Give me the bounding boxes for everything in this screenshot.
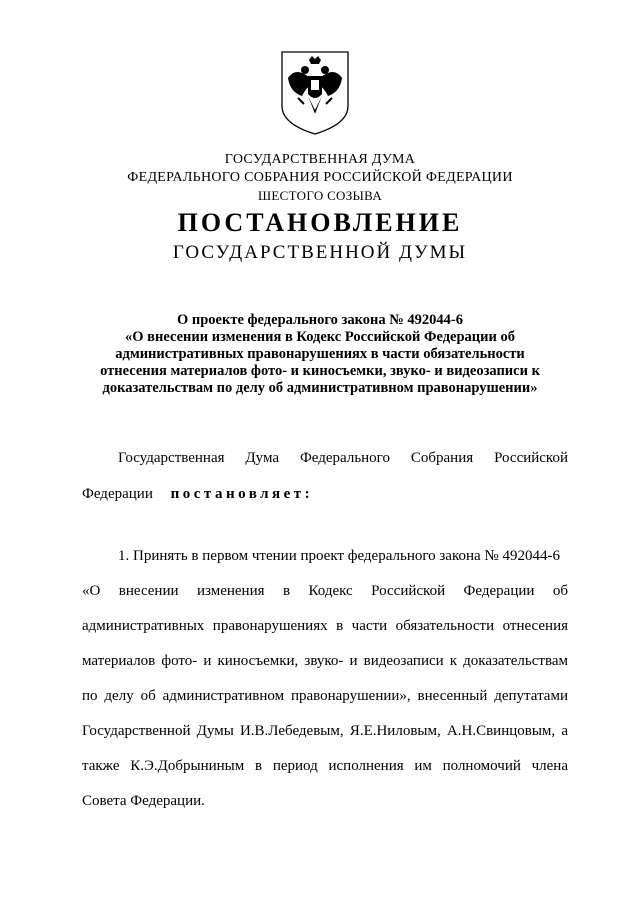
subject-line: отнесения материалов фото- и киносъемки, звуко- и видеозаписи к — [100, 363, 540, 379]
subject-line: О проекте федерального закона № 492044-6 — [176, 312, 464, 328]
header-line-1: ГОСУДАРСТВЕННАЯ ДУМА — [224, 152, 416, 167]
item1-line: «О внесении изменения в Кодекс Российской Федерации об — [82, 583, 568, 599]
item1-line: по делу об административном правонарушении», внесенный депутатами — [82, 688, 568, 704]
item1-line: материалов фото- и киносъемки, звуко- и видеозаписи к доказательствам — [82, 653, 568, 669]
document-title: ПОСТАНОВЛЕНИЕ — [177, 208, 463, 237]
preamble-line-1: Государственная Дума Федерального Собрания Российской — [118, 450, 568, 466]
preamble-subject: Федерации — [82, 486, 153, 502]
header-line-3: ШЕСТОГО СОЗЫВА — [257, 188, 383, 203]
subject-line: доказательствам по делу об административном правонарушении» — [102, 380, 538, 396]
preamble-verb: постановляет: — [170, 486, 314, 502]
subject-line: административных правонарушениях в части обязательности — [115, 346, 525, 362]
item1-line: Совета Федерации. — [82, 793, 205, 809]
item1-line: административных правонарушениях в части обязательности отнесения — [82, 618, 568, 634]
item1-line: также К.Э.Добрыниным в период исполнения им полномочий члена — [82, 758, 568, 774]
header-line-2: ФЕДЕРАЛЬНОГО СОБРАНИЯ РОССИЙСКОЙ ФЕДЕРАЦИИ — [127, 170, 513, 185]
preamble-line-2 — [82, 486, 568, 503]
subject-block — [90, 312, 550, 397]
document-subtitle: ГОСУДАРСТВЕННОЙ ДУМЫ — [172, 242, 468, 263]
item1-line: Государственной Думы И.В.Лебедевым, Я.Е.Ниловым, А.Н.Свинцовым, а — [82, 723, 568, 739]
item1-line: 1. Принять в первом чтении проект федерального закона № 492044-6 — [118, 548, 560, 564]
subject-line: «О внесении изменения в Кодекс Российской Федерации об — [125, 329, 515, 345]
coat-of-arms-emblem — [278, 48, 352, 136]
